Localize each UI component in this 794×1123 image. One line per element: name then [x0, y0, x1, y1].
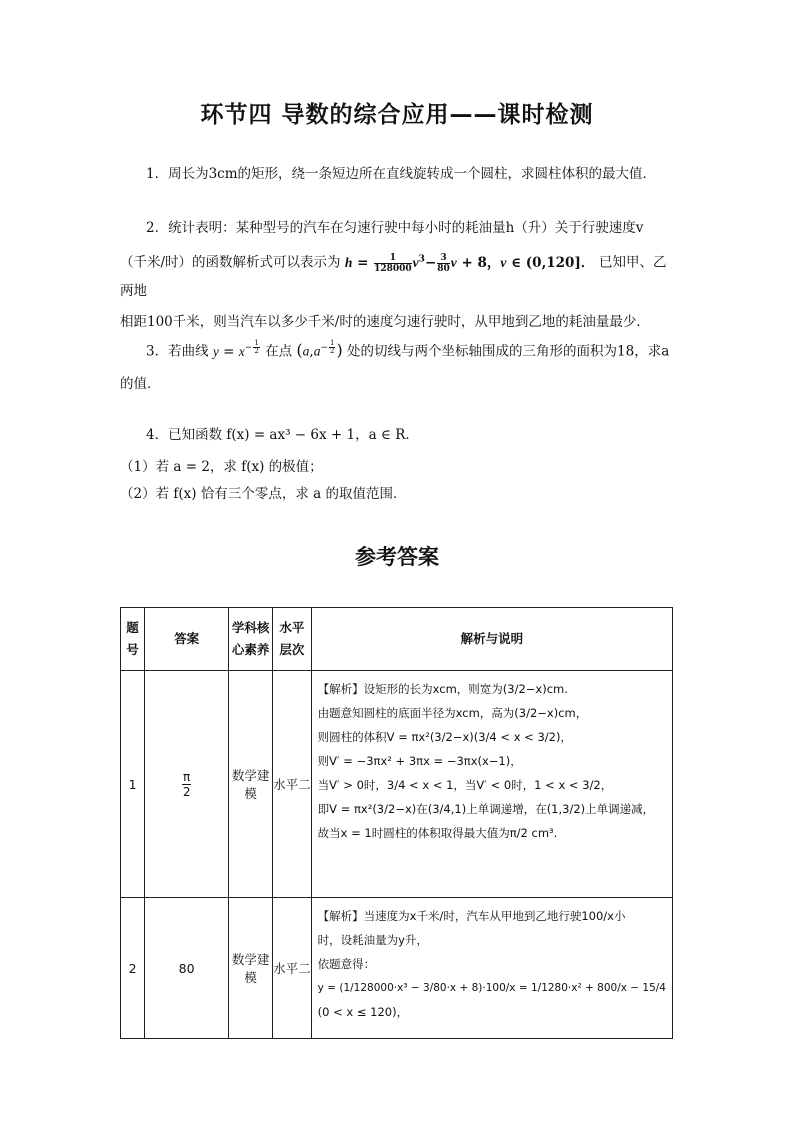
row-answer: $\frac{\pi}{2}$: [145, 671, 229, 898]
row-level: 水平二: [272, 898, 311, 1039]
header-answer: 答案: [145, 608, 229, 671]
header-explanation: 解析与说明: [311, 608, 672, 671]
table-header-row: [121, 608, 673, 671]
table-row: [121, 671, 673, 898]
row-literacy: 数学建模: [229, 898, 273, 1039]
row-answer: 80: [145, 898, 229, 1039]
answer-table: [120, 607, 673, 1039]
question-4-part-2: （2）若 f(x) 恰有三个零点，求 a 的取值范围．: [120, 486, 407, 502]
q2-formula: h = $\frac{1}{128000}$ $v^3-$ $\frac{3}{80}$ v + 8，v ∈ (0,120]．: [344, 252, 600, 274]
question-2: 2．统计表明：某种型号的汽车在匀速行驶中每小时的耗油量h（升）关于行驶速度v （千米/时）的函数解析式可以表示为 h = $\frac{1}{128000}$ $v^3-$ $\frac{3}{80}$ v + 8，v ∈ (0,120]． 已知甲、乙两地 相距100千米，则当汽车以多少千米/时的速度匀速行驶时，从甲地到乙地的耗油量最少．: [120, 220, 667, 330]
row-literacy: 数学建模: [229, 671, 273, 898]
row-number: 2: [121, 898, 145, 1039]
page-title: 环节四 导数的综合应用——课时检测: [200, 102, 594, 128]
question-4-part-1: （1）若 a = 2，求 f(x) 的极值；: [120, 459, 323, 475]
row-number: 1: [121, 671, 145, 898]
question-3: 3．若曲线 $y = x^{- \frac{1}{2}}$ 在点 ($a,a^{- \frac{1}{2}}$ ) 处的切线与两个坐标轴围成的三角形的面积为18，求a 的值．: [120, 339, 670, 392]
q3-point: (: [296, 340, 303, 360]
row-level: 水平二: [272, 671, 311, 898]
row-explanation: 【解析】当速度为x千米/时，汽车从甲地到乙地行驶100/x小 时，设耗油量为y升， 依题意得： y = (1/128000·x³ − 3/80·x + 8)·100/x = 1/1280·x² + 800/x − 15/4 (0 < x ≤ 120)，: [311, 898, 672, 1039]
answer-section-title: 参考答案: [355, 545, 439, 569]
q3-curve: $y = x^{- \frac{1}{2}}$: [212, 339, 259, 360]
row-explanation: 【解析】设矩形的长为xcm，则宽为(3/2−x)cm. 由题意知圆柱的底面半径为xcm，高为(3/2−x)cm， 则圆柱的体积V = πx²(3/2−x)(3/4 < x < 3/2)， 则V′ = −3πx² + 3πx = −3πx(x−1)， 当V′ > 0时，3/4 < x < 1，当V′ < 0时，1 < x < 3/2， 即V = πx²(3/2−x)在(3/4,1)上单调递增，在(1,3/2)上单调递减， 故当x = 1时圆柱的体积取得最大值为π/2 cm³.: [311, 671, 672, 898]
header-level: 水平 层次: [272, 608, 311, 671]
question-4: 4．已知函数 f(x) = ax³ − 6x + 1，a ∈ R．: [146, 427, 419, 443]
header-number: 题 号: [121, 608, 145, 671]
table-row: [121, 898, 673, 1039]
header-literacy: 学科核 心素养: [229, 608, 273, 671]
question-1: 1．周长为3cm的矩形，绕一条短边所在直线旋转成一个圆柱，求圆柱体积的最大值．: [146, 166, 657, 182]
